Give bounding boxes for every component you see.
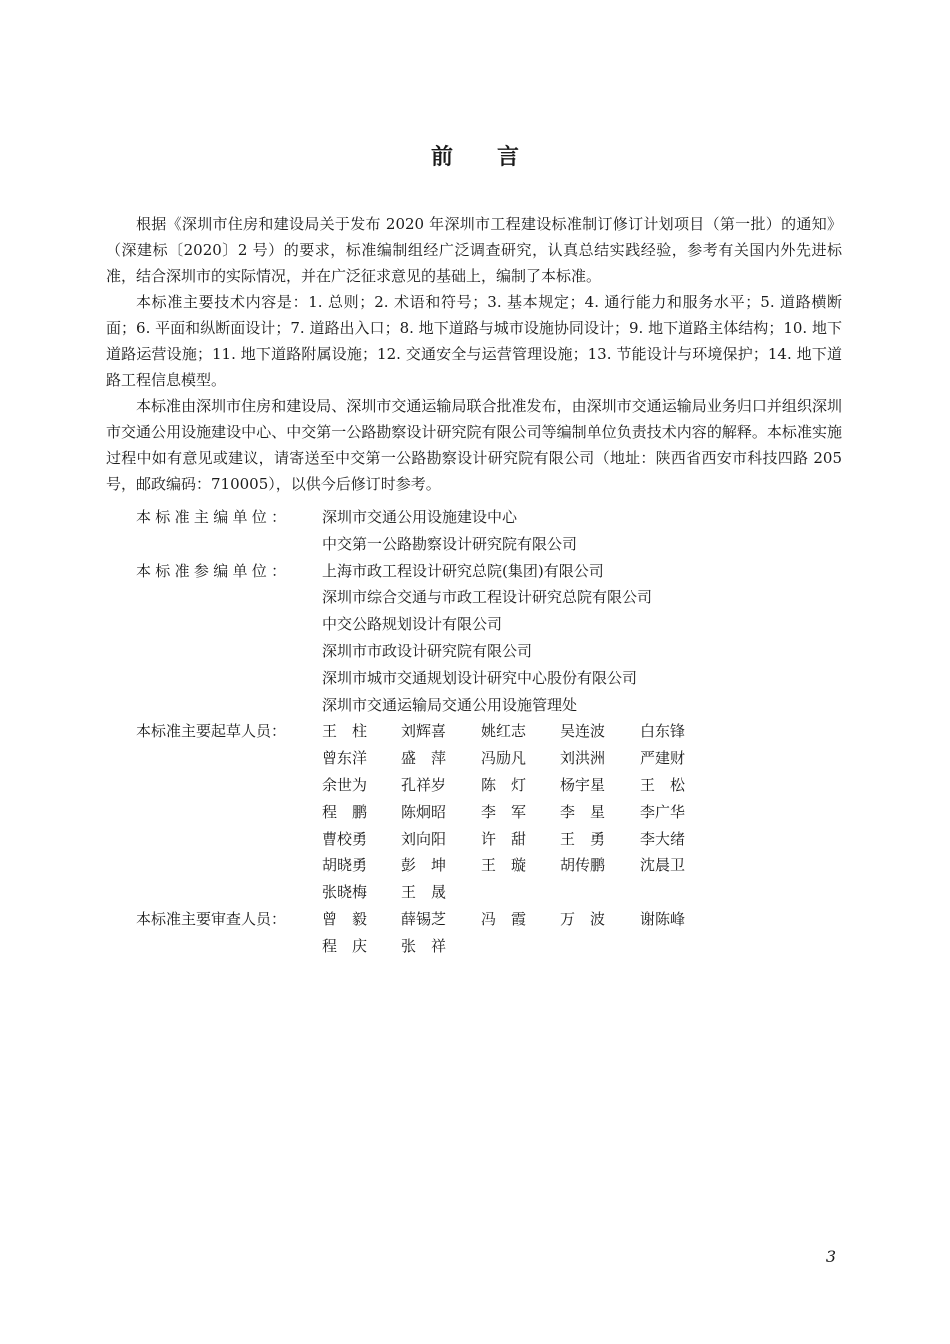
- drafter-name: 胡传鹏: [560, 856, 606, 875]
- page-title: 前言: [430, 145, 563, 170]
- drafter-name: 曾东洋: [322, 749, 368, 768]
- reviewer-name: 万 波: [560, 909, 606, 928]
- drafter-name: 彭 坤: [401, 856, 447, 875]
- drafter-name: 姚红志: [481, 722, 527, 741]
- reviewer-name: 曾 毅: [322, 909, 368, 928]
- drafter-name: 王 璇: [481, 856, 527, 875]
- reviewer-name: 薛锡芝: [401, 909, 447, 928]
- drafter-name: 王 柱: [322, 722, 368, 741]
- reviewer-name: 谢陈峰: [640, 909, 686, 928]
- chief-units-label: 本标准主编单位：: [136, 508, 291, 526]
- reviewer-name: 张 祥: [401, 936, 447, 955]
- drafter-name: 李 星: [560, 802, 606, 821]
- chief-unit-row: [106, 504, 842, 531]
- drafter-name: 盛 萍: [401, 749, 447, 768]
- drafters-row: [106, 745, 842, 772]
- preface-paragraph: 根据《深圳市住房和建设局关于发布 2020 年深圳市工程建设标准制订修订计划项目（第一批）的通知》（深建标〔2020〕2 号）的要求，标准编制组经广泛调查研究，认真总结实践经验，参考有关国内外先进标准，结合深圳市的实际情况，并在广泛征求意见的基础上，编制了本标准。: [106, 215, 842, 285]
- drafter-name: 孔祥岁: [401, 775, 447, 794]
- drafters-label: 本标准主要起草人员：: [136, 722, 287, 741]
- drafter-name: 曹校勇: [322, 829, 368, 848]
- drafters-row: [106, 852, 842, 879]
- drafter-name: 胡晓勇: [322, 856, 368, 875]
- participating-unit: 深圳市城市交通规划设计研究中心股份有限公司: [322, 668, 638, 687]
- chief-unit: 中交第一公路勘察设计研究院有限公司: [322, 534, 578, 553]
- drafters-row: [106, 772, 842, 799]
- page-number: 3: [825, 1247, 836, 1266]
- participating-unit-row: [106, 611, 842, 638]
- reviewers-row: [106, 933, 842, 960]
- drafter-name: 王 松: [640, 775, 686, 794]
- chief-unit-row: [106, 531, 842, 558]
- drafter-name: 刘辉喜: [401, 722, 447, 741]
- participating-unit: 上海市政工程设计研究总院(集团)有限公司: [322, 561, 604, 580]
- participating-unit-row: [106, 692, 842, 719]
- drafter-name: 吴连波: [560, 722, 606, 741]
- reviewer-name: 冯 霞: [481, 909, 527, 928]
- drafter-name: 李大绪: [640, 829, 686, 848]
- drafter-name: 白东锋: [640, 722, 686, 741]
- reviewers-row: [106, 906, 842, 933]
- drafter-name: 李广华: [640, 802, 686, 821]
- participating-unit-row: [106, 558, 842, 585]
- preface-body: [106, 211, 842, 497]
- participating-unit-row: [106, 584, 842, 611]
- preface-paragraph: 本标准主要技术内容是：1. 总则；2. 术语和符号；3. 基本规定；4. 通行能力和服务水平；5. 道路横断面；6. 平面和纵断面设计；7. 道路出入口；8. 地下道路与城市设施协同设计；9. 地下道路主体结构；10. 地下道路运营设施；11. 地下道路附属设施；12. 交通安全与运营管理设施；13. 节能设计与环境保护；14. 地下道路工程信息模型。: [106, 293, 842, 389]
- drafter-name: 陈炯昭: [401, 802, 447, 821]
- drafters-row: [106, 799, 842, 826]
- drafter-name: 冯励凡: [481, 749, 527, 768]
- drafter-name: 余世为: [322, 775, 368, 794]
- drafter-name: 陈 灯: [481, 775, 527, 794]
- participating-unit: 深圳市交通运输局交通公用设施管理处: [322, 695, 578, 714]
- drafters-row: [106, 718, 842, 745]
- drafter-name: 张晓梅: [322, 883, 368, 902]
- participating-units-label: 本标准参编单位：: [136, 561, 291, 580]
- participating-unit: 深圳市市政设计研究院有限公司: [322, 641, 533, 660]
- drafter-name: 程 鹏: [322, 802, 368, 821]
- drafter-name: 王 晟: [401, 883, 447, 902]
- participating-unit-row: [106, 665, 842, 692]
- drafter-name: 李 军: [481, 802, 527, 821]
- chief-unit: 深圳市交通公用设施建设中心: [322, 508, 518, 526]
- drafter-name: 杨宇星: [560, 775, 606, 794]
- drafter-name: 严建财: [640, 749, 686, 768]
- preface-paragraph: 本标准由深圳市住房和建设局、深圳市交通运输局联合批准发布，由深圳市交通运输局业务归口并组织深圳市交通公用设施建设中心、中交第一公路勘察设计研究院有限公司等编制单位负责技术内容的解释。本标准实施过程中如有意见或建议，请寄送至中交第一公路勘察设计研究院有限公司（地址：陕西省西安市科技四路 205 号，邮政编码：710005），以供今后修订时参考。: [106, 397, 842, 493]
- drafter-name: 王 勇: [560, 829, 606, 848]
- drafters-row: [106, 879, 842, 906]
- drafter-name: 刘向阳: [401, 829, 447, 848]
- drafter-name: 沈晨卫: [640, 856, 686, 875]
- participating-unit-row: [106, 638, 842, 665]
- reviewer-name: 程 庆: [322, 936, 368, 955]
- credits-section: [106, 504, 842, 960]
- drafter-name: 刘洪洲: [560, 749, 606, 768]
- participating-unit: 深圳市综合交通与市政工程设计研究总院有限公司: [322, 588, 653, 607]
- participating-unit: 中交公路规划设计有限公司: [322, 615, 503, 634]
- drafter-name: 许 甜: [481, 829, 527, 848]
- reviewers-label: 本标准主要审查人员：: [136, 909, 287, 928]
- drafters-row: [106, 826, 842, 853]
